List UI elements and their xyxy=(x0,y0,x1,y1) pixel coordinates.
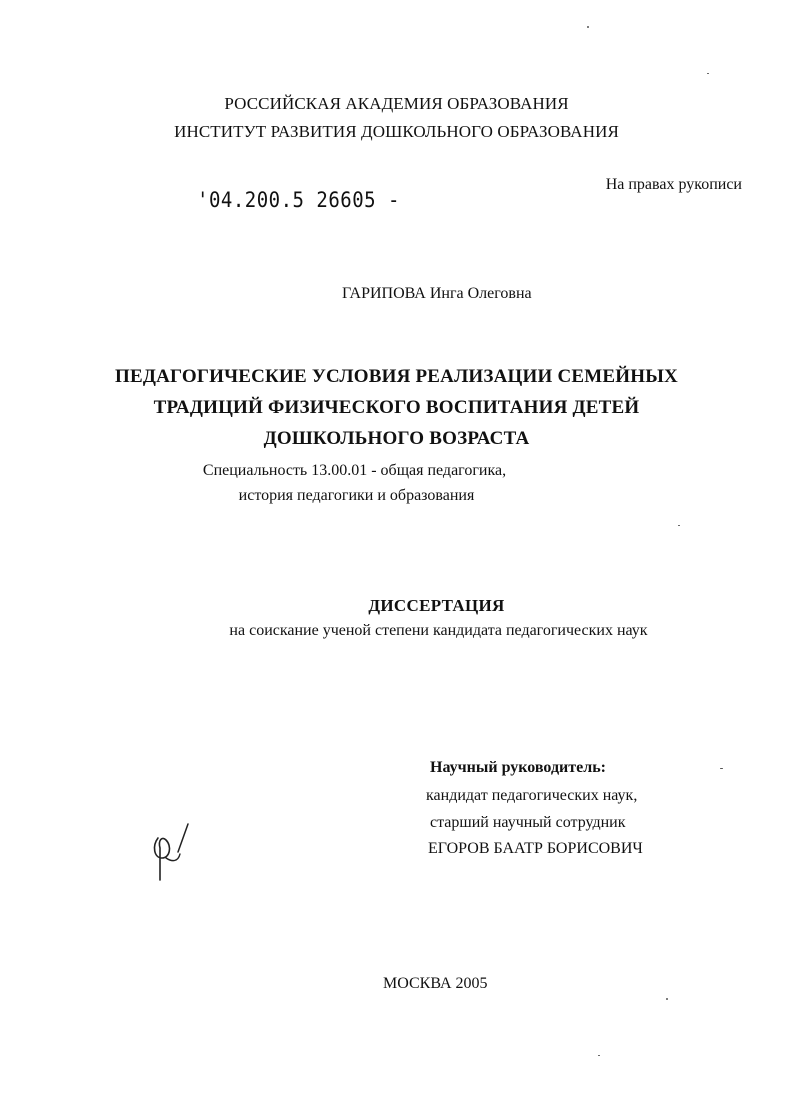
specialty-line-1: Специальность 13.00.01 - общая педагогика, xyxy=(202,462,507,479)
city-year: МОСКВА 2005 xyxy=(383,975,488,992)
scan-speck xyxy=(707,73,709,74)
supervisor-name: ЕГОРОВ БААТР БОРИСОВИЧ xyxy=(428,840,643,857)
supervisor-position: старший научный сотрудник xyxy=(430,814,626,831)
scan-speck xyxy=(666,998,668,1000)
scan-speck xyxy=(720,768,723,769)
title-line-2: ТРАДИЦИЙ ФИЗИЧЕСКОГО ВОСПИТАНИЯ ДЕТЕЙ xyxy=(153,397,640,418)
handwritten-signature xyxy=(148,818,208,884)
supervisor-degree: кандидат педагогических наук, xyxy=(426,787,638,804)
author-name: ГАРИПОВА Инга Олеговна xyxy=(342,285,532,302)
supervisor-heading: Научный руководитель: xyxy=(430,759,606,776)
specialty-line-2: история педагогики и образования xyxy=(238,487,475,504)
registration-stamp-number: '04.200.5 26605 - xyxy=(197,188,400,213)
institute-name: ИНСТИТУТ РАЗВИТИЯ ДОШКОЛЬНОГО ОБРАЗОВАНИЯ xyxy=(174,122,619,141)
manuscript-rights-note: На правах рукописи xyxy=(605,176,742,193)
scan-speck xyxy=(678,525,680,526)
degree-purpose: на соискание ученой степени кандидата педагогических наук xyxy=(229,622,648,639)
title-line-1: ПЕДАГОГИЧЕСКИЕ УСЛОВИЯ РЕАЛИЗАЦИИ СЕМЕЙНЫХ xyxy=(115,366,678,387)
scan-speck xyxy=(598,1055,600,1056)
dissertation-label: ДИССЕРТАЦИЯ xyxy=(368,596,505,615)
title-line-3: ДОШКОЛЬНОГО ВОЗРАСТА xyxy=(263,428,530,449)
academy-name: РОССИЙСКАЯ АКАДЕМИЯ ОБРАЗОВАНИЯ xyxy=(224,94,569,113)
scan-speck xyxy=(587,26,589,28)
